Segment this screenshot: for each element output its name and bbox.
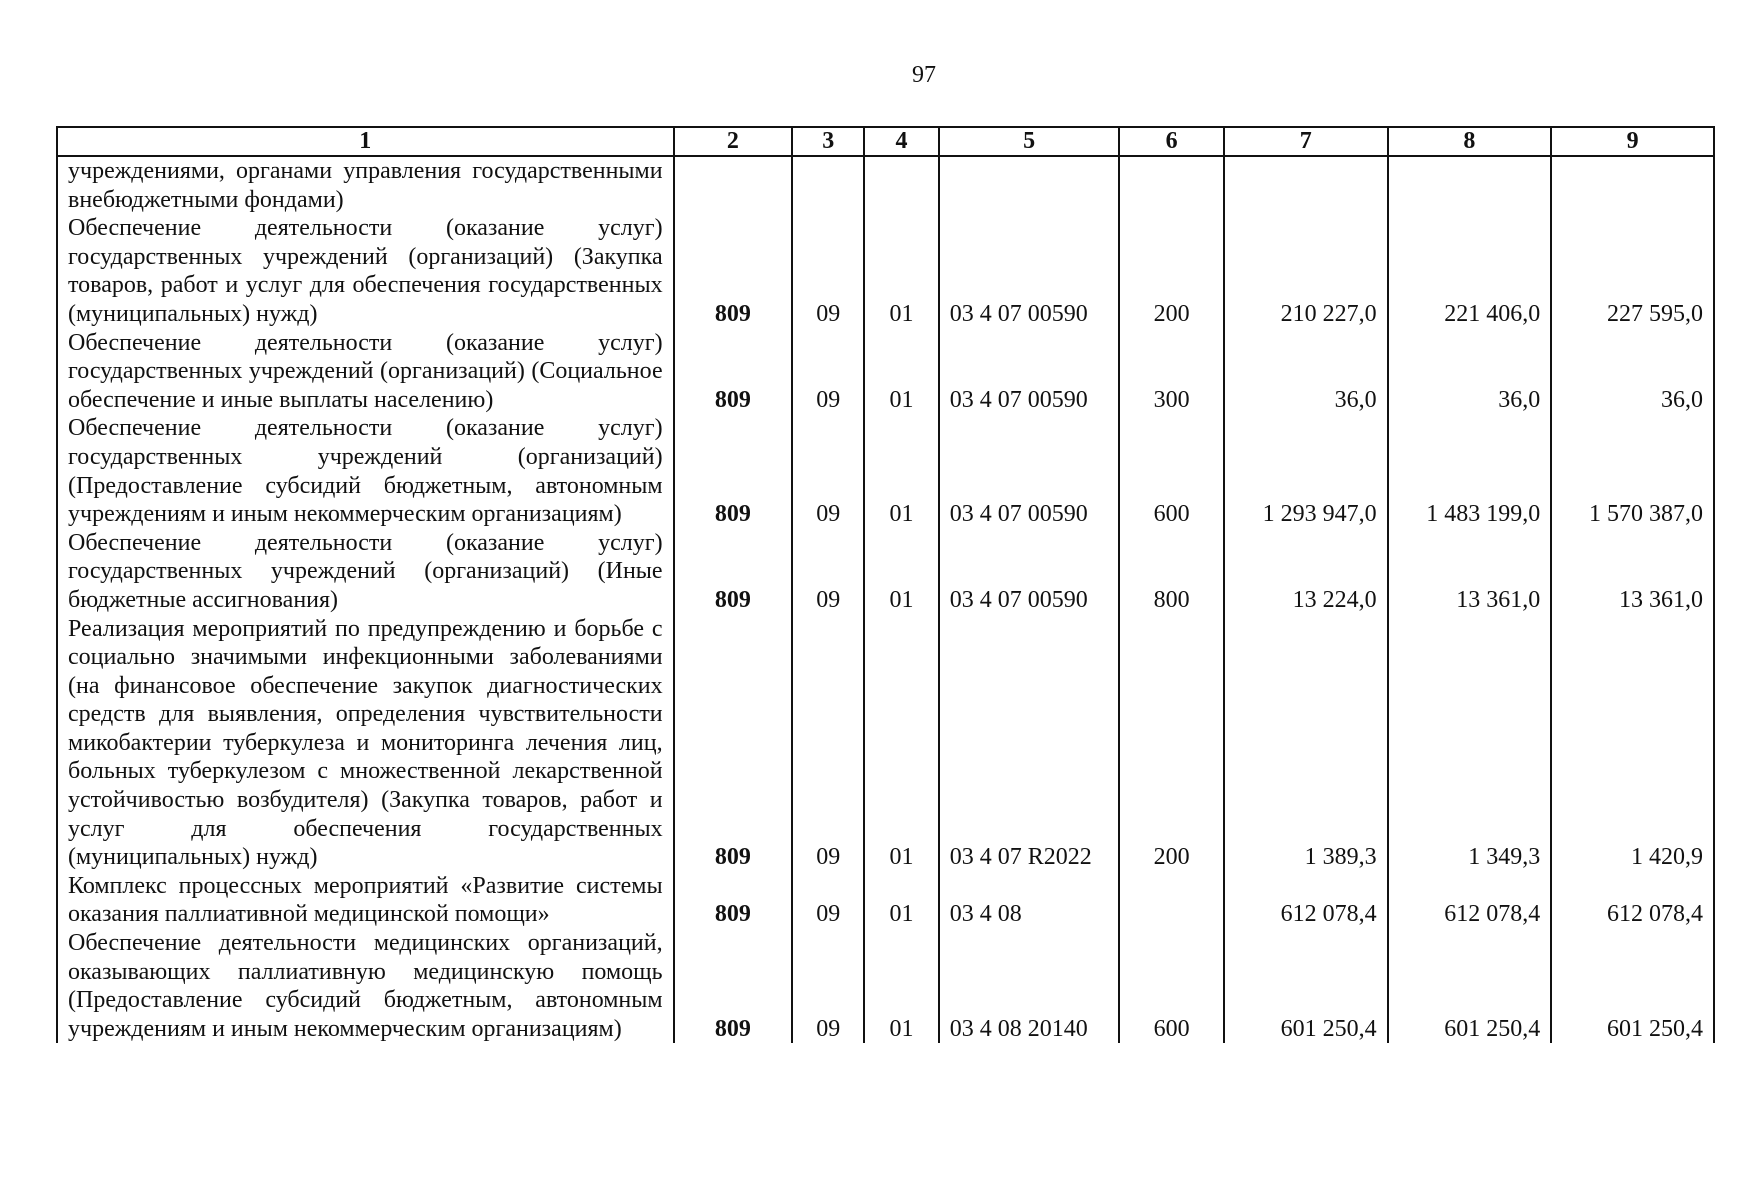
- row-vr-cell: 800: [1119, 529, 1223, 615]
- row-csr-cell: 03 4 07 00590: [939, 414, 1120, 528]
- row-year1-cell: 1 293 947,0: [1224, 414, 1388, 528]
- row-csr-cell: 03 4 07 00590: [939, 329, 1120, 415]
- row-year3-cell: 601 250,4: [1551, 929, 1714, 1043]
- row-ved-cell: 809: [674, 872, 793, 929]
- row-ved-cell: 809: [674, 329, 793, 415]
- row-year2-cell: 221 406,0: [1388, 214, 1552, 328]
- row-pr-cell: 01: [864, 214, 938, 328]
- row-name-cell: Обеспечение деятельности (оказание услуг) государственных учреждений (организаций) (Иные бюджетные ассигнования): [57, 529, 674, 615]
- row-year3-cell: 1 420,9: [1551, 615, 1714, 872]
- row-year1-cell: 601 250,4: [1224, 929, 1388, 1043]
- row-rz-cell: 09: [792, 529, 864, 615]
- row-rz-cell: 09: [792, 214, 864, 328]
- row-year2-cell: 36,0: [1388, 329, 1552, 415]
- row-pr-cell: 01: [864, 872, 938, 929]
- row-rz-cell: 09: [792, 414, 864, 528]
- header-col-2: 2: [674, 127, 793, 156]
- row-ved-cell: 809: [674, 214, 793, 328]
- row-year2-cell: 612 078,4: [1388, 872, 1552, 929]
- header-col-6: 6: [1119, 127, 1223, 156]
- row-year1-cell: 1 389,3: [1224, 615, 1388, 872]
- row-rz-cell: 09: [792, 872, 864, 929]
- row-pr-cell: 01: [864, 615, 938, 872]
- row-year3-cell: 612 078,4: [1551, 872, 1714, 929]
- row-csr-cell: 03 4 08 20140: [939, 929, 1120, 1043]
- header-col-1: 1: [57, 127, 674, 156]
- row-year1-cell: [1224, 156, 1388, 214]
- row-year1-cell: 13 224,0: [1224, 529, 1388, 615]
- row-vr-cell: 600: [1119, 414, 1223, 528]
- row-ved-cell: 809: [674, 529, 793, 615]
- row-vr-cell: 200: [1119, 214, 1223, 328]
- row-year2-cell: 1 349,3: [1388, 615, 1552, 872]
- row-pr-cell: 01: [864, 929, 938, 1043]
- header-col-7: 7: [1224, 127, 1388, 156]
- row-csr-cell: 03 4 07 00590: [939, 529, 1120, 615]
- table-row: [57, 529, 1714, 615]
- row-name-cell: Реализация мероприятий по предупреждению и борьбе с социально значимыми инфекционными заболеваниями (на финансовое обеспечение закупок диагностических средств для выявления, определения чувствительности микобактерии туберкулеза и мониторинга лечения лиц, больных туберкулезом с множественной лекарственной устойчивостью возбудителя) (Закупка товаров, работ и услуг для обеспечения государственных (муниципальных) нужд): [57, 615, 674, 872]
- page-number: 97: [912, 62, 936, 88]
- table-row: [57, 156, 1714, 214]
- header-col-5: 5: [939, 127, 1120, 156]
- budget-table: [56, 126, 1715, 1043]
- header-col-9: 9: [1551, 127, 1714, 156]
- row-year3-cell: 227 595,0: [1551, 214, 1714, 328]
- row-name-cell: Обеспечение деятельности (оказание услуг) государственных учреждений (организаций) (Закупка товаров, работ и услуг для обеспечения государственных (муниципальных) нужд): [57, 214, 674, 328]
- row-name-cell: Обеспечение деятельности (оказание услуг) государственных учреждений (организаций) (Предоставление субсидий бюджетным, автономным учреждениям и иным некоммерческим организациям): [57, 414, 674, 528]
- table-row: [57, 929, 1714, 1043]
- row-csr-cell: 03 4 07 00590: [939, 214, 1120, 328]
- row-year2-cell: 601 250,4: [1388, 929, 1552, 1043]
- table-row: [57, 872, 1714, 929]
- row-rz-cell: 09: [792, 329, 864, 415]
- header-col-3: 3: [792, 127, 864, 156]
- row-year2-cell: 1 483 199,0: [1388, 414, 1552, 528]
- row-ved-cell: 809: [674, 615, 793, 872]
- row-vr-cell: [1119, 872, 1223, 929]
- row-ved-cell: [674, 156, 793, 214]
- row-csr-cell: 03 4 08: [939, 872, 1120, 929]
- table-body: [57, 156, 1714, 1043]
- header-col-4: 4: [864, 127, 938, 156]
- row-pr-cell: [864, 156, 938, 214]
- row-year1-cell: 36,0: [1224, 329, 1388, 415]
- table-row: [57, 414, 1714, 528]
- row-year3-cell: 36,0: [1551, 329, 1714, 415]
- row-ved-cell: 809: [674, 414, 793, 528]
- row-rz-cell: 09: [792, 615, 864, 872]
- row-name-cell: Обеспечение деятельности (оказание услуг) государственных учреждений (организаций) (Социальное обеспечение и иные выплаты населению): [57, 329, 674, 415]
- row-year2-cell: 13 361,0: [1388, 529, 1552, 615]
- row-vr-cell: 200: [1119, 615, 1223, 872]
- table-header: [57, 127, 1714, 156]
- row-pr-cell: 01: [864, 529, 938, 615]
- row-year1-cell: 210 227,0: [1224, 214, 1388, 328]
- row-year3-cell: 1 570 387,0: [1551, 414, 1714, 528]
- row-rz-cell: [792, 156, 864, 214]
- row-rz-cell: 09: [792, 929, 864, 1043]
- row-year3-cell: [1551, 156, 1714, 214]
- row-year2-cell: [1388, 156, 1552, 214]
- row-pr-cell: 01: [864, 414, 938, 528]
- row-vr-cell: [1119, 156, 1223, 214]
- row-name-cell: Комплекс процессных мероприятий «Развитие системы оказания паллиативной медицинской помощи»: [57, 872, 674, 929]
- header-col-8: 8: [1388, 127, 1552, 156]
- row-pr-cell: 01: [864, 329, 938, 415]
- row-year1-cell: 612 078,4: [1224, 872, 1388, 929]
- row-vr-cell: 300: [1119, 329, 1223, 415]
- row-ved-cell: 809: [674, 929, 793, 1043]
- row-csr-cell: [939, 156, 1120, 214]
- row-name-cell: учреждениями, органами управления государственными внебюджетными фондами): [57, 156, 674, 214]
- table-row: [57, 214, 1714, 328]
- row-csr-cell: 03 4 07 R2022: [939, 615, 1120, 872]
- table-row: [57, 615, 1714, 872]
- row-year3-cell: 13 361,0: [1551, 529, 1714, 615]
- row-name-cell: Обеспечение деятельности медицинских организаций, оказывающих паллиативную медицинскую помощь (Предоставление субсидий бюджетным, автономным учреждениям и иным некоммерческим организациям): [57, 929, 674, 1043]
- table-row: [57, 329, 1714, 415]
- row-vr-cell: 600: [1119, 929, 1223, 1043]
